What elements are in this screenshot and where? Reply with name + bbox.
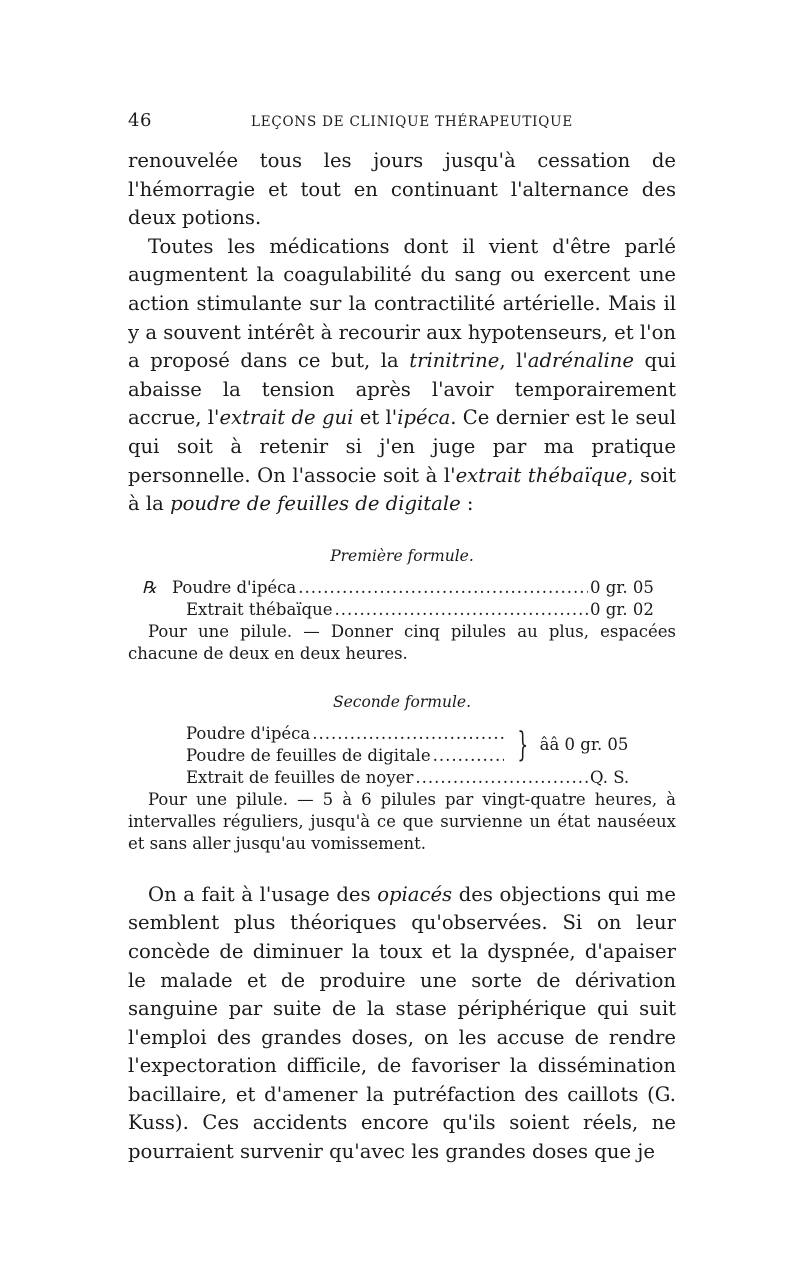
- running-title: LEÇONS DE CLINIQUE THÉRAPEUTIQUE: [251, 114, 573, 130]
- page-header: [128, 110, 676, 131]
- recipe-symbol: ℞: [142, 577, 157, 597]
- formula-2: [128, 723, 676, 789]
- term-extrait-gui: extrait de gui: [219, 406, 354, 430]
- page-number: 46: [128, 110, 152, 131]
- formula-2-title: Seconde formule.: [332, 692, 472, 711]
- term-extrait-thebaique: extrait thébaïque: [455, 463, 628, 487]
- paragraph-opiates: On a fait à l'usage des opiacés des objections qui me semblent plus théoriques qu'observées. Si on leur concède de diminuer la toux et la dyspnée, d'apaiser le malade et de produire une sorte de dérivation sanguine par suite de la stase périphérique qui suit l'emploi des grandes doses, on les accuse de rendre l'expectoration difficile, de favoriser la dissémination bacillaire, et d'amener la putréfaction des caillots (G. Kuss). Ces accidents encore qu'ils soient réels, ne pourraient survenir qu'avec les grandes doses que je: [128, 882, 676, 1164]
- term-ipeca: ipéca: [397, 406, 451, 430]
- formula-2-instructions: Pour une pilule. — 5 à 6 pilules par vingt-quatre heures, à intervalles réguliers, jusqu'à ce que survienne un état nauséeux et sans aller jusqu'au vomissement.: [128, 789, 676, 853]
- term-trinitrine: trinitrine: [409, 349, 500, 373]
- formula-1-ingredient: Extrait thébaïque ..... 0 gr. 02: [128, 599, 676, 621]
- formula-1: [128, 577, 676, 621]
- formula-1-ingredient: ℞ Poudre d'ipéca ..... 0 gr. 05: [128, 577, 676, 599]
- term-adrenaline: adrénaline: [527, 349, 635, 373]
- term-opiaces: opiacés: [377, 882, 453, 906]
- paragraph-medications: Toutes les médications dont il vient d'être parlé augmentent la coagulabilité du sang ou exercent une action stimulante sur la contractilité artérielle. Mais il y a souvent intérêt à recourir aux hypotenseurs, et l'on a proposé dans ce but, la trinitrine, l'adrénaline qui abaisse la tension après l'avoir temporairement accrue, l'extrait de gui et l'ipéca. Ce dernier est le seul qui soit à retenir si j'en juge par ma pratique personnelle. On l'associe soit à l'extrait thébaïque, soit à la poudre de feuilles de digitale :: [128, 234, 677, 516]
- formula-1-title: Première formule.: [330, 546, 474, 565]
- term-poudre-digitale: poudre de feuilles de digitale: [170, 492, 461, 516]
- formula-2-ingredient: Extrait de feuilles de noyer ..... Q. S.: [128, 767, 676, 789]
- brace-icon: }: [517, 724, 529, 765]
- book-page: [128, 110, 676, 1167]
- formula-1-instructions: Pour une pilule. — Donner cinq pilules au plus, espacées chacune de deux en deux heures.: [128, 621, 676, 663]
- paragraph-continuation: renouvelée tous les jours jusqu'à cessation de l'hémorragie et tout en continuant l'alternance des deux potions.: [128, 149, 676, 230]
- formula-2-grouped-ingredients: Poudre d'ipéca ..... Poudre de feuilles de digitale ..... } ââ 0 gr. 05: [128, 723, 676, 767]
